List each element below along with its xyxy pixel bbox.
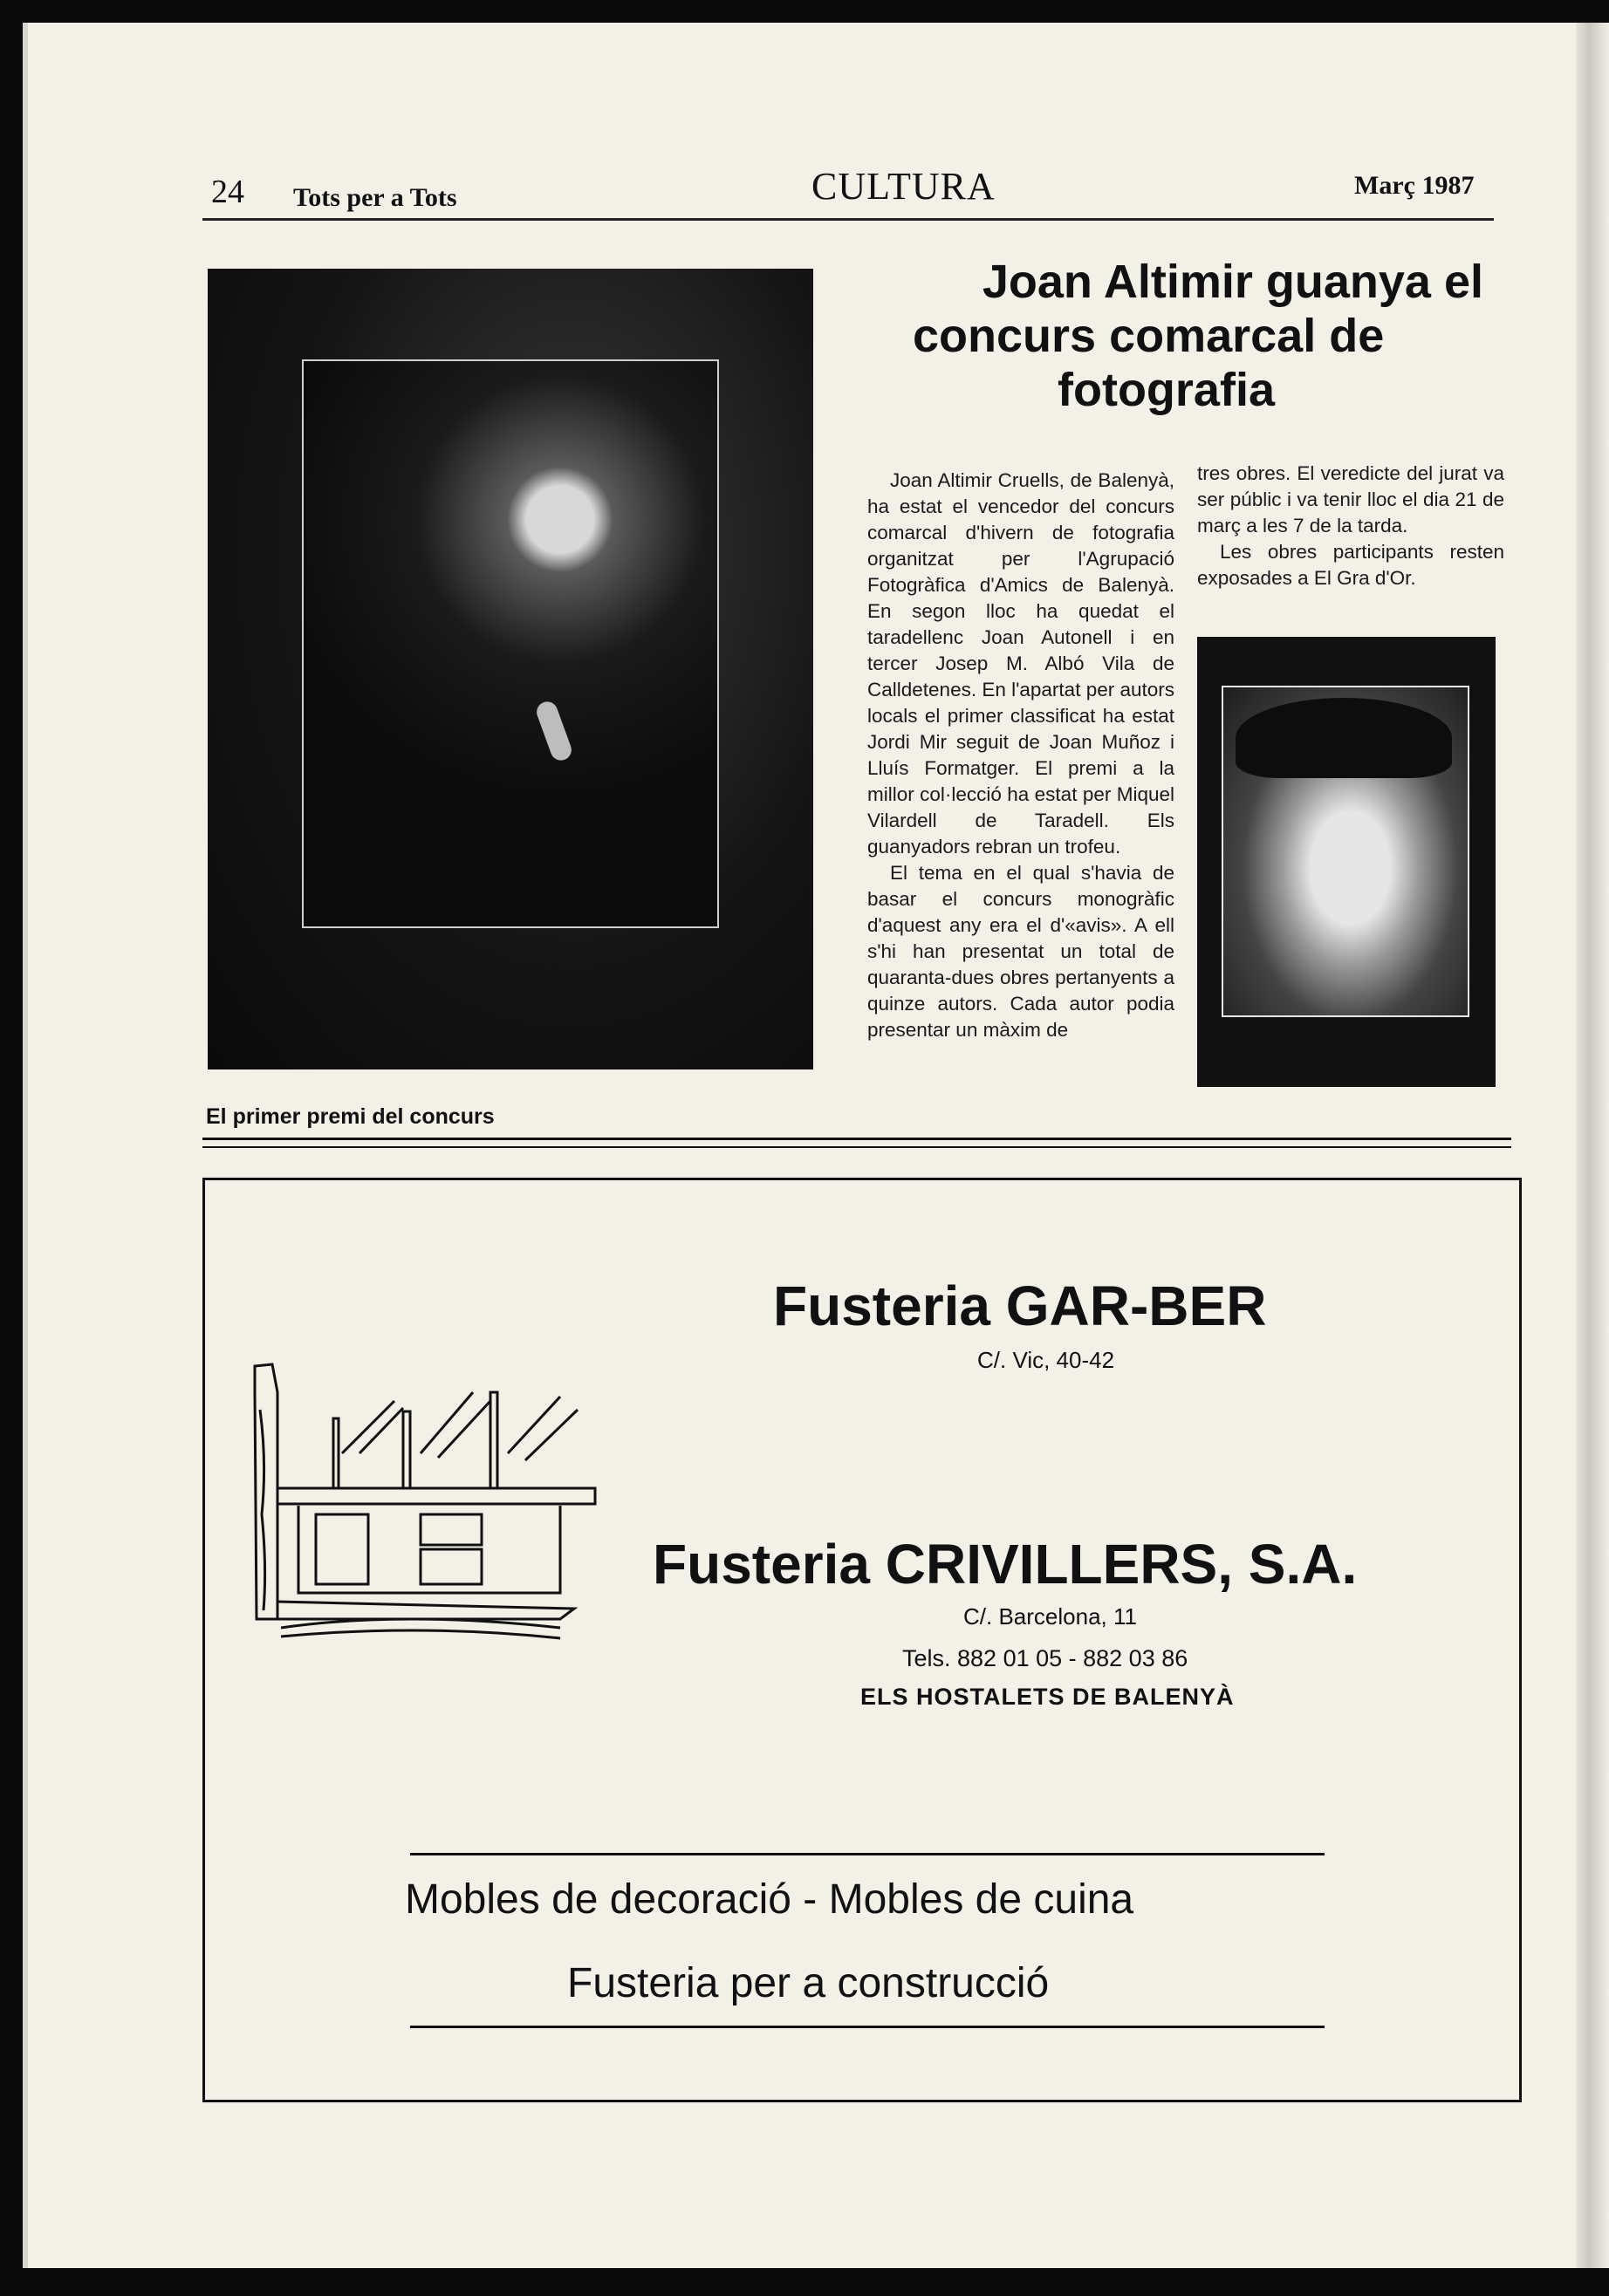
page-number: 24 [211,174,244,210]
photo-caption: El primer premi del concurs [206,1104,495,1129]
section-divider [202,1138,1511,1140]
ad-address-2: C/. Barcelona, 11 [963,1603,1137,1630]
page-edge [23,23,28,2268]
title-line-2: concurs comarcal de [913,310,1385,362]
issue-date: Març 1987 [1354,171,1475,200]
article-paragraph: tres obres. El veredicte del jurat va ser públic i va tenir lloc el dia 21 de març a les 7 de la tarda. [1197,462,1504,536]
section-divider [202,1146,1511,1148]
article-title [838,255,1483,417]
publication-name: Tots per a Tots [293,183,457,212]
ad-slogan-2: Fusteria per a construcció [567,1960,1050,2006]
page-spine [1576,23,1609,2268]
title-line-3: fotografia [1058,364,1275,416]
article-paragraph: Les obres participants resten exposades a El Gra d'Or. [1197,541,1504,589]
portrait-photo-print [1222,686,1469,1017]
ad-business-name-1: Fusteria GAR-BER [773,1274,1267,1337]
article-paragraph: Joan Altimir Cruells, de Balenyà, ha estat el vencedor del concurs comarcal d'hivern de fotografia organitzat per l'Agrupació Fotogràfica d'Amics de Balenyà. En segon lloc ha quedat el taradellenc Joan Autonell i en tercer Josep M. Albó Vila de Calldetenes. En l'apartat per autors locals el primer classificat ha estat Jordi Mir seguit de Joan Muñoz i Lluís Formatger. El premi a la millor col·lecció ha estat per Miquel Vilardell de Taradell. Els guanyadors rebran un trofeu. [867,469,1175,858]
ad-town: ELS HOSTALETS DE BALENYÀ [860,1684,1235,1710]
winning-photo-print [302,359,719,928]
carpentry-illustration-icon [229,1357,609,1645]
winning-photo [208,269,813,1069]
article-paragraph: El tema en el qual s'havia de basar el concurs monogràfic d'aquest any era el d'«avis». A ell s'hi han presentat un total de quaranta-dues obres pertanyents a quinze autors. Cada autor podia presentar un màxim de [867,862,1174,1041]
ad-rule [410,1853,1325,1855]
ad-slogan-1: Mobles de decoració - Mobles de cuina [405,1876,1134,1923]
ad-rule [410,2026,1325,2028]
ad-business-name-2: Fusteria CRIVILLERS, S.A. [653,1533,1358,1596]
title-line-1: Joan Altimir guanya el [982,256,1483,308]
ad-phone-numbers: Tels. 882 01 05 - 882 03 86 [902,1645,1188,1671]
article-column-2 [1197,461,1504,591]
header-rule [202,218,1494,221]
ad-address-1: C/. Vic, 40-42 [977,1347,1115,1373]
article-column-1 [867,468,1174,1043]
section-title: CULTURA [811,165,996,208]
portrait-photo [1197,637,1496,1087]
